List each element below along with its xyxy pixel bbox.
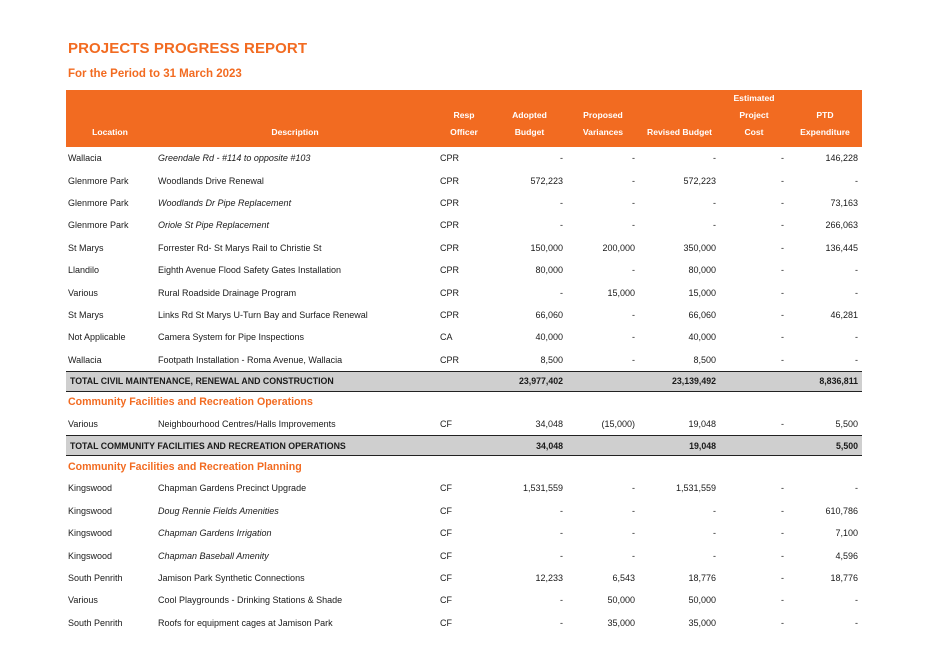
cell-description: Cool Playgrounds - Drinking Stations & Shade <box>158 595 343 606</box>
total-adopted: 23,977,402 <box>492 371 567 391</box>
table-row <box>66 589 862 611</box>
cell-ptd-expenditure: 18,776 <box>830 573 858 584</box>
cell-officer: CPR <box>440 265 460 276</box>
header-revised-budget: Revised Budget <box>639 90 720 147</box>
cell-estimated-cost: - <box>781 242 784 253</box>
cell-ptd-expenditure: - <box>855 332 858 343</box>
cell-estimated-cost: - <box>781 505 784 516</box>
cell-revised-budget: - <box>713 528 716 539</box>
cell-location: St Marys <box>68 242 104 253</box>
cell-officer: CF <box>440 419 452 430</box>
cell-adopted-budget: - <box>560 220 563 231</box>
cell-adopted-budget: 1,531,559 <box>522 483 563 494</box>
cell-proposed-variance: - <box>632 265 635 276</box>
cell-location: Various <box>68 287 98 298</box>
header-estimated-project-cost: Estimated Project Cost <box>720 90 788 147</box>
total-estimated <box>720 436 788 456</box>
cell-estimated-cost: - <box>781 617 784 628</box>
cell-estimated-cost: - <box>781 332 784 343</box>
cell-location: Kingswood <box>68 528 113 539</box>
cell-location: Kingswood <box>68 505 113 516</box>
table-row <box>66 477 862 499</box>
cell-proposed-variance: - <box>632 309 635 320</box>
cell-location: Wallacia <box>68 354 102 365</box>
cell-officer: CPR <box>440 153 460 164</box>
cell-revised-budget: 66,060 <box>688 309 716 320</box>
cell-location: Glenmore Park <box>68 220 129 231</box>
total-revised: 19,048 <box>639 436 720 456</box>
cell-proposed-variance: - <box>632 197 635 208</box>
cell-revised-budget: 350,000 <box>683 242 716 253</box>
cell-adopted-budget: 80,000 <box>535 265 563 276</box>
cell-ptd-expenditure: - <box>855 354 858 365</box>
cell-proposed-variance: 35,000 <box>607 617 635 628</box>
cell-proposed-variance: - <box>632 354 635 365</box>
total-row-civil <box>66 371 862 391</box>
cell-ptd-expenditure: 7,100 <box>835 528 858 539</box>
cell-proposed-variance: - <box>632 483 635 494</box>
table-row <box>66 214 862 236</box>
cell-ptd-expenditure: 266,063 <box>825 220 858 231</box>
header-location: Location <box>66 90 154 147</box>
cell-location: St Marys <box>68 309 104 320</box>
cell-location: Various <box>68 595 98 606</box>
cell-adopted-budget: 150,000 <box>530 242 563 253</box>
total-proposed <box>567 371 639 391</box>
total-label: TOTAL CIVIL MAINTENANCE, RENEWAL AND CONSTRUCTION <box>66 371 492 391</box>
cell-estimated-cost: - <box>781 309 784 320</box>
total-adopted: 34,048 <box>492 436 567 456</box>
cell-revised-budget: 40,000 <box>688 332 716 343</box>
cell-revised-budget: - <box>713 220 716 231</box>
total-estimated <box>720 371 788 391</box>
section-heading-planning <box>66 456 862 478</box>
section-title: Community Facilities and Recreation Operations <box>68 396 313 409</box>
cell-proposed-variance: - <box>632 220 635 231</box>
cell-description: Chapman Gardens Irrigation <box>158 528 272 539</box>
cell-ptd-expenditure: 4,596 <box>835 550 858 561</box>
cell-estimated-cost: - <box>781 175 784 186</box>
cell-location: South Penrith <box>68 617 123 628</box>
cell-ptd-expenditure: - <box>855 287 858 298</box>
table-row <box>66 304 862 326</box>
cell-revised-budget: - <box>713 550 716 561</box>
total-proposed <box>567 436 639 456</box>
cell-description: Forrester Rd- St Marys Rail to Christie St <box>158 242 322 253</box>
total-revised: 23,139,492 <box>639 371 720 391</box>
cell-estimated-cost: - <box>781 197 784 208</box>
cell-ptd-expenditure: - <box>855 175 858 186</box>
cell-ptd-expenditure: 5,500 <box>835 419 858 430</box>
cell-description: Oriole St Pipe Replacement <box>158 220 270 231</box>
cell-ptd-expenditure: - <box>855 595 858 606</box>
cell-officer: CF <box>440 573 452 584</box>
cell-description: Doug Rennie Fields Amenities <box>158 505 279 516</box>
header-adopted-budget: Adopted Budget <box>492 90 567 147</box>
cell-revised-budget: 8,500 <box>693 354 716 365</box>
cell-estimated-cost: - <box>781 265 784 276</box>
cell-location: South Penrith <box>68 573 123 584</box>
table-row <box>66 237 862 259</box>
cell-proposed-variance: - <box>632 550 635 561</box>
cell-ptd-expenditure: 146,228 <box>825 153 858 164</box>
cell-officer: CPR <box>440 175 460 186</box>
cell-proposed-variance: - <box>632 505 635 516</box>
cell-revised-budget: 50,000 <box>688 595 716 606</box>
cell-officer: CF <box>440 595 452 606</box>
cell-officer: CPR <box>440 354 460 365</box>
cell-description: Roofs for equipment cages at Jamison Park <box>158 617 333 628</box>
cell-adopted-budget: - <box>560 287 563 298</box>
cell-proposed-variance: 50,000 <box>607 595 635 606</box>
total-label: TOTAL COMMUNITY FACILITIES AND RECREATION OPERATIONS <box>66 436 492 456</box>
cell-ptd-expenditure: 73,163 <box>830 197 858 208</box>
cell-location: Glenmore Park <box>68 197 129 208</box>
cell-revised-budget: 572,223 <box>683 175 716 186</box>
cell-description: Neighbourhood Centres/Halls Improvements <box>158 419 336 430</box>
report-title: PROJECTS PROGRESS REPORT <box>68 40 308 57</box>
cell-adopted-budget: 66,060 <box>535 309 563 320</box>
total-ptd: 8,836,811 <box>788 371 862 391</box>
cell-estimated-cost: - <box>781 595 784 606</box>
cell-ptd-expenditure: - <box>855 617 858 628</box>
cell-ptd-expenditure: - <box>855 265 858 276</box>
cell-description: Greendale Rd - #114 to opposite #103 <box>158 153 311 164</box>
cell-officer: CF <box>440 483 452 494</box>
cell-adopted-budget: 8,500 <box>540 354 563 365</box>
cell-officer: CF <box>440 528 452 539</box>
table-row <box>66 567 862 589</box>
table-row <box>66 349 862 372</box>
cell-revised-budget: - <box>713 153 716 164</box>
cell-proposed-variance: 15,000 <box>607 287 635 298</box>
cell-location: Kingswood <box>68 483 113 494</box>
cell-location: Glenmore Park <box>68 175 129 186</box>
cell-proposed-variance: (15,000) <box>601 419 635 430</box>
cell-adopted-budget: 12,233 <box>535 573 563 584</box>
projects-table <box>66 90 862 634</box>
cell-adopted-budget: 40,000 <box>535 332 563 343</box>
cell-description: Woodlands Dr Pipe Replacement <box>158 197 292 208</box>
header-resp-officer: Resp Officer <box>436 90 492 147</box>
cell-estimated-cost: - <box>781 354 784 365</box>
table-row <box>66 169 862 191</box>
section-heading-operations <box>66 391 862 413</box>
section-title: Community Facilities and Recreation Planning <box>68 460 302 473</box>
cell-adopted-budget: - <box>560 550 563 561</box>
total-row-operations <box>66 436 862 456</box>
table-row <box>66 612 862 634</box>
cell-estimated-cost: - <box>781 220 784 231</box>
cell-location: Wallacia <box>68 153 102 164</box>
cell-officer: CF <box>440 617 452 628</box>
table-header <box>66 90 862 147</box>
table-row <box>66 500 862 522</box>
cell-description: Rural Roadside Drainage Program <box>158 287 297 298</box>
cell-estimated-cost: - <box>781 528 784 539</box>
table-row <box>66 147 862 169</box>
cell-officer: CPR <box>440 309 460 320</box>
cell-adopted-budget: - <box>560 617 563 628</box>
cell-proposed-variance: - <box>632 153 635 164</box>
cell-officer: CPR <box>440 287 460 298</box>
cell-revised-budget: 35,000 <box>688 617 716 628</box>
cell-ptd-expenditure: - <box>855 483 858 494</box>
cell-estimated-cost: - <box>781 153 784 164</box>
cell-description: Chapman Gardens Precinct Upgrade <box>158 483 307 494</box>
cell-description: Jamison Park Synthetic Connections <box>158 573 305 584</box>
cell-revised-budget: - <box>713 197 716 208</box>
cell-revised-budget: 18,776 <box>688 573 716 584</box>
cell-officer: CPR <box>440 197 460 208</box>
cell-location: Kingswood <box>68 550 113 561</box>
cell-adopted-budget: - <box>560 528 563 539</box>
cell-estimated-cost: - <box>781 573 784 584</box>
table-row <box>66 259 862 281</box>
cell-description: Footpath Installation - Roma Avenue, Wallacia <box>158 354 343 365</box>
header-proposed-variances: Proposed Variances <box>567 90 639 147</box>
cell-adopted-budget: 34,048 <box>535 419 563 430</box>
cell-officer: CF <box>440 550 452 561</box>
table-row <box>66 413 862 436</box>
cell-location: Llandilo <box>68 265 100 276</box>
cell-revised-budget: 15,000 <box>688 287 716 298</box>
cell-proposed-variance: - <box>632 528 635 539</box>
cell-estimated-cost: - <box>781 550 784 561</box>
cell-estimated-cost: - <box>781 483 784 494</box>
cell-proposed-variance: 200,000 <box>602 242 635 253</box>
cell-adopted-budget: - <box>560 197 563 208</box>
cell-description: Links Rd St Marys U-Turn Bay and Surface Renewal <box>158 309 368 320</box>
cell-description: Chapman Baseball Amenity <box>158 550 269 561</box>
report-subtitle: For the Period to 31 March 2023 <box>68 68 242 80</box>
cell-adopted-budget: - <box>560 505 563 516</box>
cell-location: Not Applicable <box>68 332 126 343</box>
table-row <box>66 326 862 348</box>
cell-officer: CPR <box>440 242 460 253</box>
header-description: Description <box>154 90 436 147</box>
table-row <box>66 544 862 566</box>
cell-proposed-variance: - <box>632 175 635 186</box>
cell-description: Camera System for Pipe Inspections <box>158 332 305 343</box>
cell-ptd-expenditure: 610,786 <box>825 505 858 516</box>
cell-adopted-budget: 572,223 <box>530 175 563 186</box>
table-row <box>66 192 862 214</box>
total-ptd: 5,500 <box>788 436 862 456</box>
cell-adopted-budget: - <box>560 153 563 164</box>
table-body <box>66 147 862 634</box>
cell-officer: CA <box>440 332 453 343</box>
cell-ptd-expenditure: 46,281 <box>830 309 858 320</box>
cell-ptd-expenditure: 136,445 <box>825 242 858 253</box>
cell-officer: CPR <box>440 220 460 231</box>
table-row <box>66 281 862 303</box>
cell-revised-budget: 1,531,559 <box>675 483 716 494</box>
cell-description: Eighth Avenue Flood Safety Gates Installation <box>158 265 341 276</box>
cell-officer: CF <box>440 505 452 516</box>
cell-proposed-variance: - <box>632 332 635 343</box>
cell-revised-budget: - <box>713 505 716 516</box>
cell-estimated-cost: - <box>781 287 784 298</box>
table-row <box>66 522 862 544</box>
cell-description: Woodlands Drive Renewal <box>158 175 264 186</box>
header-ptd-expenditure: PTD Expenditure <box>788 90 862 147</box>
cell-estimated-cost: - <box>781 419 784 430</box>
cell-adopted-budget: - <box>560 595 563 606</box>
cell-location: Various <box>68 419 98 430</box>
cell-proposed-variance: 6,543 <box>612 573 635 584</box>
cell-revised-budget: 80,000 <box>688 265 716 276</box>
cell-revised-budget: 19,048 <box>688 419 716 430</box>
